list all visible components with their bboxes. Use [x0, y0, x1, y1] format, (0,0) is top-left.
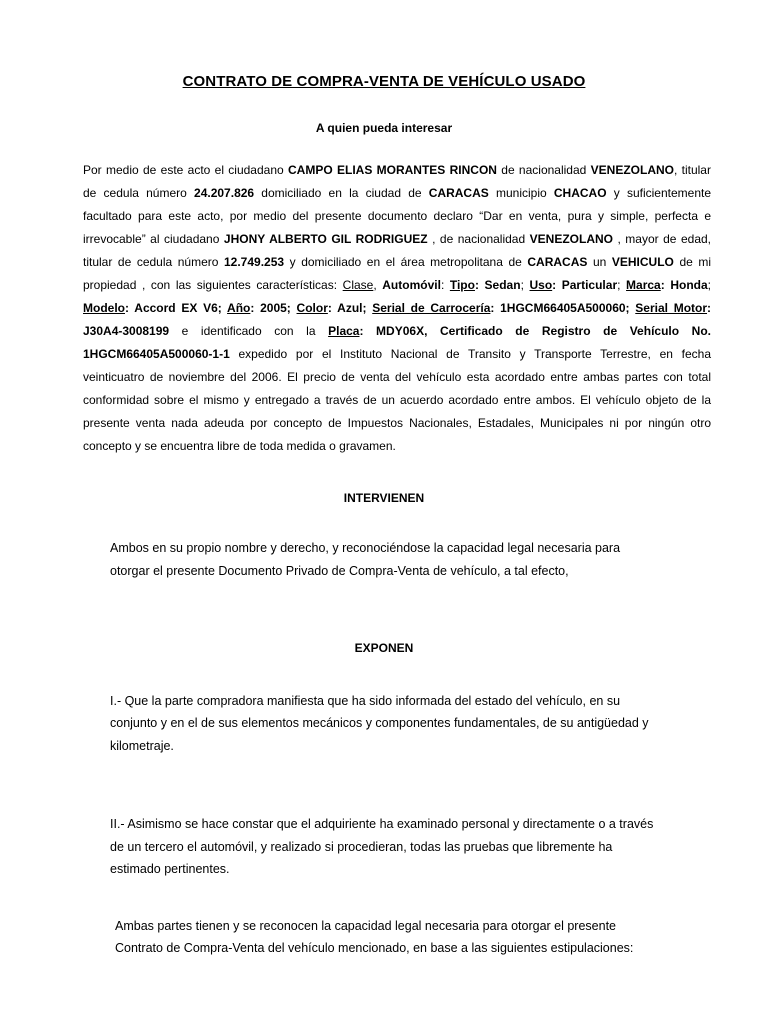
exponen-item-1-line-3: kilometraje. — [110, 739, 174, 753]
paragraph-run: y suficientemente facultado para este acto, por medio del presente documento declaro “Dar en venta, pura y simple, perfecta e irrevocable” al ciudadano — [83, 186, 712, 246]
paragraph-run: domiciliado en la ciudad de — [254, 186, 429, 200]
main-paragraph — [83, 159, 711, 458]
paragraph-run: , de nacionalidad — [427, 232, 530, 246]
paragraph-run: de nacionalidad — [496, 163, 591, 177]
paragraph-run: Placa — [328, 324, 360, 338]
closing-line-1: Ambas partes tienen y se reconocen la capacidad legal necesaria para otorgar el presente — [115, 919, 617, 933]
paragraph-run: Color — [296, 301, 328, 315]
paragraph-run: : Particular — [552, 278, 618, 292]
paragraph-run: CARACAS — [527, 255, 588, 269]
paragraph-run: Tipo — [449, 278, 475, 292]
paragraph-run: Serial de Carrocería — [372, 301, 491, 315]
paragraph-run: VEHICULO — [611, 255, 674, 269]
paragraph-run: VENEZOLANO — [590, 163, 674, 177]
paragraph-run: 24.207.826 — [194, 186, 255, 200]
paragraph-run: : 1HGCM66405A500060; — [490, 301, 636, 315]
addressee-line: A quien pueda interesar — [315, 121, 453, 135]
paragraph-run: y domiciliado en el área metropolitana de — [284, 255, 528, 269]
paragraph-run: Uso — [529, 278, 553, 292]
paragraph-run: Por medio de este acto el ciudadano — [83, 163, 288, 177]
paragraph-run: un — [587, 255, 612, 269]
document-title: CONTRATO DE COMPRA-VENTA DE VEHÍCULO USADO — [182, 73, 586, 90]
paragraph-run: 12.749.253 — [224, 255, 285, 269]
exponen-item-2-line-2: de un tercero el automóvil, y realizado si procedieran, todas las pruebas que libremente ha — [110, 840, 613, 854]
paragraph-run: de mi propiedad , con las siguientes características: — [83, 255, 712, 292]
exponen-item-1-line-1: I.- Que la parte compradora manifiesta que ha sido informada del estado del vehículo, en su — [110, 694, 621, 708]
paragraph-run: CAMPO ELIAS MORANTES RINCON — [288, 163, 497, 177]
paragraph-run: VENEZOLANO — [529, 232, 613, 246]
paragraph-run: : Honda — [660, 278, 708, 292]
paragraph-run: : MDY06X, Certificado de Registro de Vehículo No. 1HGCM66405A500060-1-1 — [83, 324, 711, 361]
closing-line-2: Contrato de Compra-Venta del vehículo mencionado, en base a las siguientes estipulaciones: — [115, 941, 634, 955]
exponen-item-2-line-1: II.- Asimismo se hace constar que el adquiriente ha examinado personal y directamente o a través — [110, 817, 654, 831]
intervienen-line-1: Ambos en su propio nombre y derecho, y reconociéndose la capacidad legal necesaria para — [110, 541, 621, 555]
paragraph-run: : Azul; — [327, 301, 373, 315]
paragraph-run: e identificado con la — [169, 324, 329, 338]
paragraph-run: , — [373, 278, 383, 292]
paragraph-run: : — [440, 278, 450, 292]
paragraph-run: ; — [520, 278, 530, 292]
paragraph-run: Año — [227, 301, 251, 315]
paragraph-run: Clase — [342, 278, 374, 292]
paragraph-run: Serial Motor — [635, 301, 708, 315]
paragraph-run: expedido por el Instituto Nacional de Transito y Transporte Terrestre, en fecha veinticuatro de noviembre del 2006. El precio de venta del vehículo esta acordado entre ambas partes con total conformidad sobre el mismo y entregado a través de un acuerdo acordado entre ambos. El vehículo objeto de la presente venta nada adeuda por concepto de Impuestos Nacionales, Estadales, Municipales ni por ningún otro concepto y se encuentra libre de toda medida o gravamen. — [83, 347, 711, 453]
paragraph-run: : J30A4-3008199 — [83, 301, 712, 338]
paragraph-run: : Accord EX V6; — [125, 301, 228, 315]
paragraph-run: Modelo — [83, 301, 125, 315]
paragraph-run: , mayor de edad, titular de cedula número — [83, 232, 711, 269]
intervienen-heading: INTERVIENEN — [343, 491, 425, 505]
paragraph-run: JHONY ALBERTO GIL RODRIGUEZ — [223, 232, 428, 246]
exponen-item-1-line-2: conjunto y en el de sus elementos mecánicos y componentes fundamentales, de su antigüedad y — [110, 716, 649, 730]
exponen-heading: EXPONEN — [354, 641, 414, 655]
paragraph-run: CHACAO — [553, 186, 607, 200]
paragraph-run: Marca — [626, 278, 661, 292]
exponen-item-2-line-3: estimado pertinentes. — [110, 862, 230, 876]
paragraph-run: , titular de cedula número — [83, 163, 711, 200]
paragraph-run: ; — [617, 278, 627, 292]
paragraph-run: : 2005; — [250, 301, 297, 315]
paragraph-run: municipio — [488, 186, 554, 200]
paragraph-run: : Sedan — [474, 278, 521, 292]
intervienen-line-2: otorgar el presente Documento Privado de Compra-Venta de vehículo, a tal efecto, — [110, 564, 569, 578]
paragraph-run: CARACAS — [428, 186, 489, 200]
paragraph-run: Automóvil — [382, 278, 441, 292]
paragraph-run: ; — [707, 278, 711, 292]
